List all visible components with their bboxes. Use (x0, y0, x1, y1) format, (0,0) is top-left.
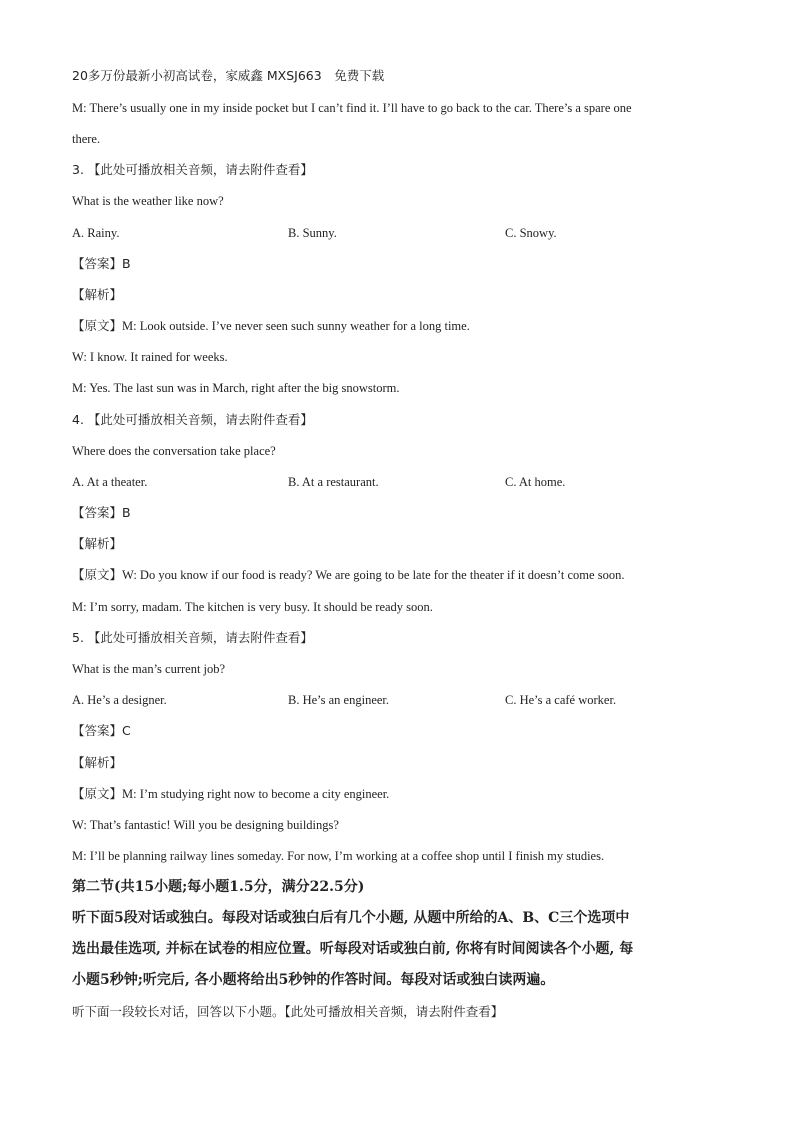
question-5-title[interactable]: 5. 【此处可播放相关音频，请去附件查看】 (72, 630, 313, 645)
q4-option-b: B. At a restaurant. (288, 475, 379, 489)
q3-transcript-line: M: Yes. The last sun was in March, right after the big snowstorm. (72, 381, 400, 395)
long-dialogue-prompt[interactable]: 听下面一段较长对话，回答以下小题。【此处可播放相关音频，请去附件查看】 (72, 1004, 504, 1019)
q5-transcript-line: M: I’ll be planning railway lines someday. For now, I’m working at a coffee shop until I finish my studies. (72, 849, 605, 863)
q5-option-b: B. He’s an engineer. (288, 693, 390, 707)
q5-option-c: C. He’s a café worker. (505, 693, 617, 707)
question-3-title[interactable]: 3. 【此处可播放相关音频，请去附件查看】 (72, 162, 313, 177)
dialogue-line: there. (72, 132, 101, 146)
q3-option-c: C. Snowy. (505, 226, 557, 240)
q4-option-a: A. At a theater. (72, 475, 148, 489)
q3-analysis-label: 【解析】 (72, 287, 123, 302)
header-ad: 20多万份最新小初高试卷，家威鑫 MXSJ663 免费下载 (72, 68, 385, 83)
q5-option-a: A. He’s a designer. (72, 693, 167, 707)
q4-option-c: C. At home. (505, 475, 566, 489)
q4-answer: 【答案】B (72, 505, 131, 520)
q4-analysis-label: 【解析】 (72, 536, 123, 551)
q4-transcript-line: M: I’m sorry, madam. The kitchen is very busy. It should be ready soon. (72, 600, 433, 614)
question-4-title[interactable]: 4. 【此处可播放相关音频，请去附件查看】 (72, 412, 313, 427)
q3-answer: 【答案】B (72, 256, 131, 271)
q5-analysis-label: 【解析】 (72, 755, 123, 770)
section-instructions: 选出最佳选项, 并标在试卷的相应位置。听每段对话或独白前, 你将有时间阅读各个小题, 每 (72, 941, 634, 957)
q4-transcript-line: 【原文】W: Do you know if our food is ready? We are going to be late for the theater if it doesn’t come soon. (72, 568, 625, 582)
q3-option-b: B. Sunny. (288, 226, 337, 240)
question-5-text: What is the man’s current job? (72, 662, 226, 676)
section-instructions: 听下面5段对话或独白。每段对话或独白后有几个小题, 从题中所给的A、B、C三个选项中 (72, 910, 630, 926)
q3-option-a: A. Rainy. (72, 226, 120, 240)
q5-transcript-line: W: That’s fantastic! Will you be designing buildings? (72, 818, 339, 832)
question-4-text: Where does the conversation take place? (72, 444, 276, 458)
q5-answer: 【答案】C (72, 723, 131, 738)
dialogue-line: M: There’s usually one in my inside pocket but I can’t find it. I’ll have to go back to the car. There’s a spare one (72, 101, 632, 115)
q3-transcript-line: W: I know. It rained for weeks. (72, 350, 228, 364)
question-3-text: What is the weather like now? (72, 194, 224, 208)
section-2-heading: 第二节(共15小题;每小题1.5分，满分22.5分) (72, 879, 365, 895)
q5-transcript-line: 【原文】M: I’m studying right now to become a city engineer. (72, 787, 390, 801)
q3-transcript-line: 【原文】M: Look outside. I’ve never seen such sunny weather for a long time. (72, 319, 470, 333)
section-instructions: 小题5秒钟;听完后, 各小题将给出5秒钟的作答时间。每段对话或独白读两遍。 (72, 972, 555, 988)
